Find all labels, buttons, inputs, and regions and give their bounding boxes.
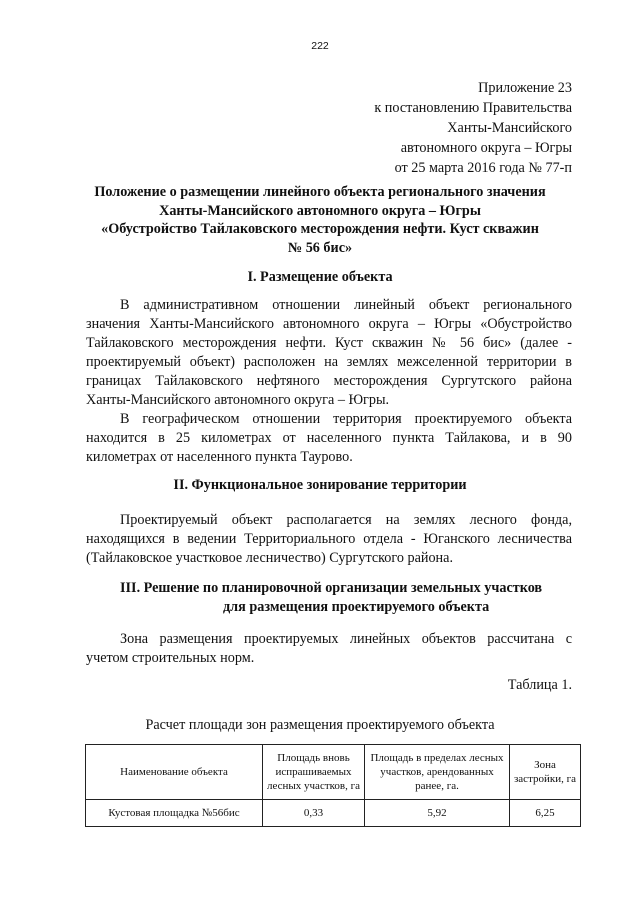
section-1-paragraph-2 [86,410,572,467]
text-line: Зона размещения проектируемых линейных объектов рассчитана с [120,631,572,647]
appendix-line: к постановлению Правительства [374,100,572,116]
section-3-heading-line: для размещения проектируемого объекта [223,598,490,615]
appendix-line: от 25 марта 2016 года № 77-п [394,160,572,176]
appendix-block [374,78,572,178]
table-header-cell: Площадь в пределах лесных участков, арендованных ранее, га. [365,745,510,800]
table-cell: 0,33 [263,800,365,827]
text-line: Тайлаковского месторождения нефти. Куст скважин № 56 бис» (далее - [86,335,572,351]
text-line: границах Тайлаковского нефтяного месторождения Сургутского района [86,373,572,389]
table-row [86,800,581,827]
table-header-cell: Наименование объекта [86,745,263,800]
appendix-line: Ханты-Мансийского [447,120,572,136]
text-line: Ханты-Мансийского автономного округа – Югры. [86,392,390,408]
title-line: Положение о размещении линейного объекта регионального значения [94,184,546,200]
section-3-paragraph-1 [86,630,572,668]
text-line: В географическом отношении территория проектируемого объекта [120,411,572,427]
table-cell: 6,25 [510,800,581,827]
table-cell: 5,92 [365,800,510,827]
table-header-cell: Зона застройки, га [510,745,581,800]
text-line: значения Ханты-Мансийского автономного округа – Югры «Обустройство [86,316,572,332]
title-line: «Обустройство Тайлаковского месторождения нефти. Куст скважин [101,221,539,237]
table-cell: Кустовая площадка №56бис [86,800,263,827]
title-line: Ханты-Мансийского автономного округа – Югры [159,202,481,219]
appendix-line: Приложение 23 [478,80,572,96]
section-3-heading [120,579,580,616]
title-line: № 56 бис» [287,239,353,256]
section-3-heading-line: III. Решение по планировочной организации земельных участков [120,580,543,596]
text-line: Проектируемый объект располагается на землях лесного фонда, [120,512,572,528]
section-2-heading: II. Функциональное зонирование территории [173,477,467,493]
table-header-cell: Площадь вновь испрашиваемых лесных участков, га [263,745,365,800]
text-line: (Тайлаковское участковое лесничество) Сургутского района. [86,550,453,566]
document-title [70,183,570,257]
appendix-line: автономного округа – Югры [400,140,572,156]
text-line: находящихся в ведении Территориального отдела - Юганского лесничества [86,531,572,547]
section-1-heading: I. Размещение объекта [247,269,393,285]
page-number: 222 [311,40,329,52]
text-line: километрах от населенного пункта Таурово. [86,449,353,465]
section-1-paragraph-1 [86,296,572,410]
text-line: проектируемый объект) расположен на землях межселенной территории в [86,354,572,370]
text-line: В административном отношении линейный объект регионального [120,297,572,313]
table-caption: Расчет площади зон размещения проектируемого объекта [145,717,495,733]
text-line: находится в 25 километрах от населенного пункта Тайлакова, и в 90 [86,430,572,446]
text-line: учетом строительных норм. [86,650,255,666]
table-header-row [86,745,581,800]
section-2-paragraph-1 [86,511,572,568]
table-label: Таблица 1. [507,677,572,693]
area-table [85,744,581,827]
